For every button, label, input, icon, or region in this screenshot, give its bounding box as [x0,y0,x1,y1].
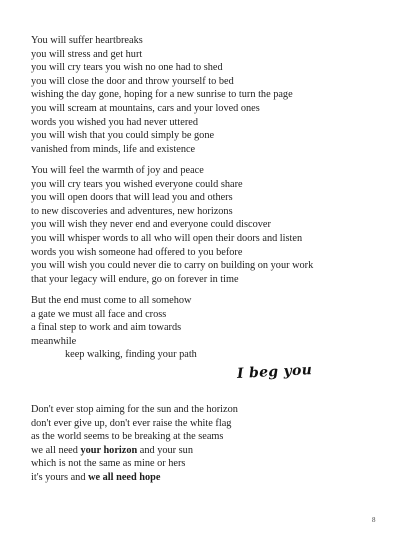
stanza-3 [31,294,391,362]
poem-line: don't ever give up, don't ever raise the white flag [31,417,232,429]
poem-line: to new discoveries and adventures, new horizons [31,205,233,217]
bold-phrase: we all need hope [88,471,161,483]
poem-line: you will wish they never end and everyone could discover [31,219,271,231]
poem-line: you will open doors that will lead you and others [31,192,233,204]
poem-line: that your legacy will endure, go on forever in time [31,273,239,285]
stanza-2 [31,164,391,286]
page-number: 8 [372,516,376,524]
stanza-4 [31,403,391,485]
poem-line: you will close the door and throw yourself to bed [31,75,234,87]
stanza-1 [31,34,391,156]
poem-line: wishing the day gone, hoping for a new sunrise to turn the page [31,89,293,101]
poem-line: as the world seems to be breaking at the seams [31,431,224,443]
poem-line: You will feel the warmth of joy and peace [31,165,204,176]
poem-line: meanwhile [31,335,77,347]
poem-line: words you wished you had never uttered [31,116,198,128]
poem-line: Don't ever stop aiming for the sun and the horizon [31,404,238,415]
poem-line-text: it's yours and [31,471,89,483]
poem-line: you will scream at mountains, cars and your loved ones [31,102,260,114]
poem-line: a final step to work and aim towards [31,322,182,334]
poem-line-text: we all need [31,444,81,456]
poem-line: a gate we must all face and cross [31,308,167,320]
handwritten-signature: I beg you [236,362,313,382]
poem-line: you will whisper words to all who will open their doors and listen [31,232,303,244]
poem-line: you will stress and get hurt [31,48,143,60]
poem-line [31,444,391,458]
poem-line-text: and your sun [137,444,193,456]
poem-line [31,471,391,485]
poem-line: which is not the same as mine or hers [31,458,186,470]
poem-line: You will suffer heartbreaks [31,35,143,46]
poem-line: you will cry tears you wish no one had to shed [31,62,223,74]
poem-line: words you wish someone had offered to you before [31,246,243,258]
bold-phrase: your horizon [80,444,138,456]
poem-line: you will wish that you could simply be gone [31,130,215,142]
poem-line-indented: keep walking, finding your path [65,349,197,361]
poem-line: vanished from minds, life and existence [31,143,196,155]
poem-line: But the end must come to all somehow [31,295,192,306]
poem-line: you will wish you could never die to carry on building on your work [31,260,314,272]
poem-line: you will cry tears you wished everyone could share [31,178,243,190]
